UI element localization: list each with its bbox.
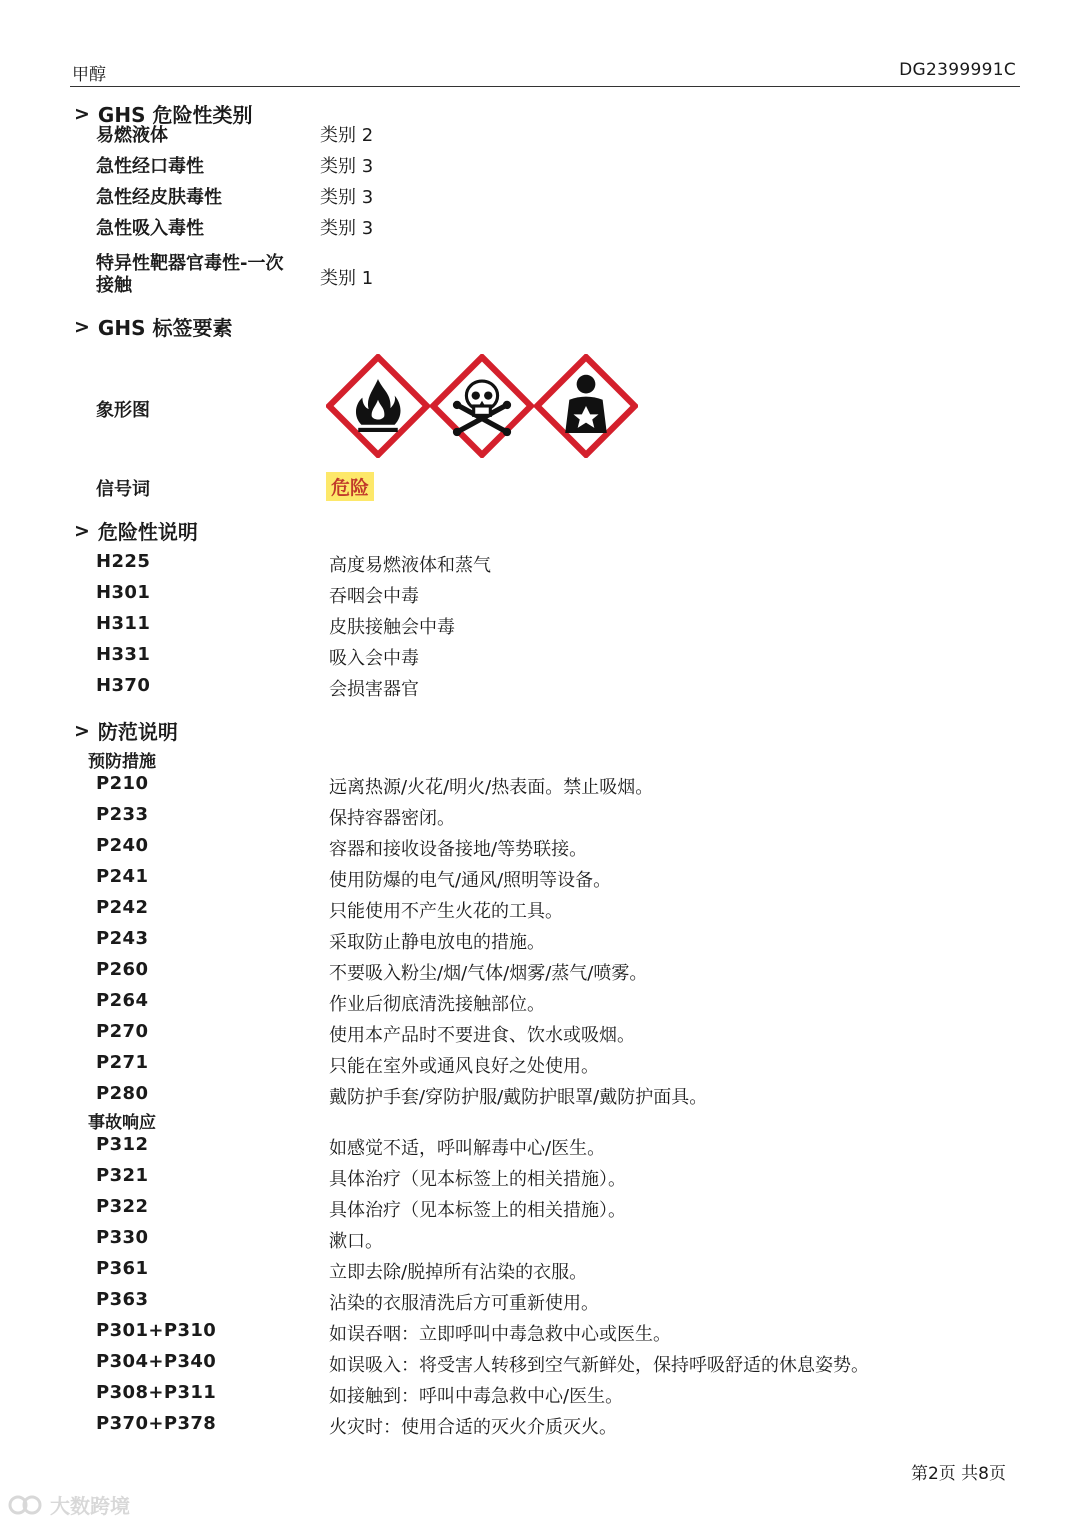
precaution-code: P312 [96, 1134, 149, 1155]
skull-crossbones-icon [430, 354, 534, 458]
health-hazard-icon [534, 354, 638, 458]
precaution-code: P243 [96, 928, 149, 949]
hazard-text: 会损害器官 [329, 679, 419, 700]
hazard-text: 皮肤接触会中毒 [329, 617, 455, 638]
class-value: 类别 3 [320, 156, 374, 177]
section-title: GHS 标签要素 [97, 316, 233, 340]
precaution-text: 火灾时：使用合适的灭火介质灭火。 [329, 1417, 617, 1438]
precaution-text: 具体治疗（见本标签上的相关措施）。 [329, 1169, 626, 1190]
chevron-right-icon: > [74, 519, 90, 542]
hazard-code: H370 [96, 675, 151, 696]
precaution-text: 远离热源/火花/明火/热表面。禁止吸烟。 [329, 777, 654, 798]
precaution-text: 沾染的衣服清洗后方可重新使用。 [329, 1293, 599, 1314]
class-value: 类别 2 [320, 125, 374, 146]
flame-icon [326, 354, 430, 458]
precaution-text: 如接触到：呼叫中毒急救中心/医生。 [329, 1386, 624, 1407]
precaution-code: P321 [96, 1165, 149, 1186]
precaution-text: 如误吞咽：立即呼叫中毒急救中心或医生。 [329, 1324, 671, 1345]
precaution-code: P241 [96, 866, 149, 887]
product-name: 甲醇 [72, 65, 106, 85]
class-label-line: 特异性靶器官毒性-一次 [96, 253, 284, 274]
precaution-code: P240 [96, 835, 149, 856]
precaution-code: P233 [96, 804, 149, 825]
hazard-code: H331 [96, 644, 151, 665]
precaution-text: 具体治疗（见本标签上的相关措施）。 [329, 1200, 626, 1221]
section-precautionary [74, 716, 178, 745]
precaution-code: P363 [96, 1289, 149, 1310]
precaution-text: 不要吸入粉尘/烟/气体/烟雾/蒸气/喷雾。 [329, 963, 648, 984]
precaution-code: P330 [96, 1227, 149, 1248]
hazard-code: H225 [96, 551, 151, 572]
class-value: 类别 3 [320, 187, 374, 208]
precaution-code: P304+P340 [96, 1351, 217, 1372]
precaution-code: P260 [96, 959, 149, 980]
document-code: DG2399991C [899, 60, 1016, 80]
precaution-text: 使用本产品时不要进食、饮水或吸烟。 [329, 1025, 635, 1046]
chevron-right-icon: > [74, 315, 90, 338]
precaution-text: 戴防护手套/穿防护服/戴防护眼罩/戴防护面具。 [329, 1087, 708, 1108]
precaution-code: P361 [96, 1258, 149, 1279]
page-number: 第2页 共8页 [910, 1464, 1006, 1484]
response-heading: 事故响应 [88, 1113, 156, 1133]
hazard-text: 吸入会中毒 [329, 648, 419, 669]
precaution-code: P370+P378 [96, 1413, 217, 1434]
chevron-right-icon: > [74, 719, 90, 742]
precaution-text: 保持容器密闭。 [329, 808, 455, 829]
precaution-text: 容器和接收设备接地/等势联接。 [329, 839, 588, 860]
precaution-text: 使用防爆的电气/通风/照明等设备。 [329, 870, 612, 891]
precaution-code: P264 [96, 990, 149, 1011]
section-hazard-statements [74, 516, 198, 545]
watermark-text: 大数跨境 [50, 1494, 130, 1518]
section-label-elements [74, 312, 232, 341]
precaution-text: 采取防止静电放电的措施。 [329, 932, 545, 953]
section-title: 危险性说明 [97, 520, 198, 544]
precaution-text: 只能使用不产生火花的工具。 [329, 901, 563, 922]
pictogram-row [326, 354, 638, 458]
precaution-code: P270 [96, 1021, 149, 1042]
class-label: 急性经皮肤毒性 [96, 187, 222, 208]
section-title: 防范说明 [97, 720, 178, 744]
precaution-text: 如误吸入：将受害人转移到空气新鲜处，保持呼吸舒适的休息姿势。 [329, 1355, 869, 1376]
precaution-text: 如感觉不适，呼叫解毒中心/医生。 [329, 1138, 606, 1159]
signal-word: 危险 [326, 472, 374, 501]
watermark-logo-icon [8, 1494, 44, 1516]
class-value: 类别 3 [320, 218, 374, 239]
signal-word-label: 信号词 [96, 479, 150, 500]
header-divider [70, 86, 1020, 87]
hazard-text: 高度易燃液体和蒸气 [329, 555, 491, 576]
precaution-text: 立即去除/脱掉所有沾染的衣服。 [329, 1262, 588, 1283]
class-label-line: 接触 [96, 275, 132, 296]
hazard-text: 吞咽会中毒 [329, 586, 419, 607]
class-label-multiline [96, 253, 296, 297]
precaution-code: P271 [96, 1052, 149, 1073]
watermark [8, 1490, 130, 1519]
precaution-code: P301+P310 [96, 1320, 217, 1341]
section-title: GHS 危险性类别 [97, 103, 253, 127]
pictogram-label: 象形图 [96, 400, 150, 421]
precaution-text: 只能在室外或通风良好之处使用。 [329, 1056, 599, 1077]
chevron-right-icon: > [74, 102, 90, 125]
precaution-text: 作业后彻底清洗接触部位。 [329, 994, 545, 1015]
class-value: 类别 1 [320, 268, 374, 289]
class-label: 易燃液体 [96, 125, 168, 146]
class-label: 急性吸入毒性 [96, 218, 204, 239]
precaution-code: P280 [96, 1083, 149, 1104]
precaution-code: P308+P311 [96, 1382, 217, 1403]
hazard-code: H311 [96, 613, 151, 634]
prevention-heading: 预防措施 [88, 752, 156, 772]
hazard-code: H301 [96, 582, 151, 603]
precaution-code: P210 [96, 773, 149, 794]
precaution-code: P242 [96, 897, 149, 918]
precaution-code: P322 [96, 1196, 149, 1217]
precaution-text: 漱口。 [329, 1231, 383, 1252]
class-label: 急性经口毒性 [96, 156, 204, 177]
